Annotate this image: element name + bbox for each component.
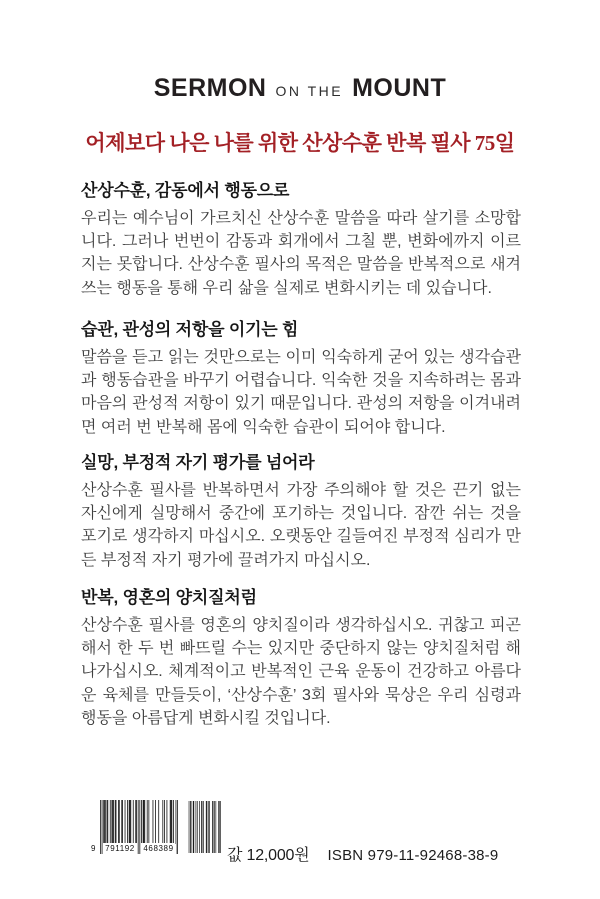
- section-heading: 습관, 관성의 저항을 이기는 힘: [81, 320, 299, 339]
- section-body: 산상수훈 필사를 영혼의 양치질이라 생각하십시오. 귀찮고 피곤해서 한 두 번 빠뜨릴 수는 있지만 중단하지 않는 양치질처럼 해 나가십시오. 체계적이고 반복적인 근육 운동이 건강하고 아름다운 육체를 만들듯이, ‘산상수훈’ 3회 필사와 묵상은 우리 심령과 행동을 아름답게 변화시킬 것입니다.: [81, 617, 521, 727]
- isbn-label: ISBN 979-11-92468-38-9: [327, 847, 499, 864]
- section-body: 산상수훈 필사를 반복하면서 가장 주의해야 할 것은 끈기 없는 자신에게 실망해서 중간에 포기하는 것입니다. 잠깐 쉬는 것을 포기로 생각하지 마십시오. 오랫동안 길들여진 부정적 심리가 만든 부정적 자기 평가에 끌려가지 마십시오.: [81, 482, 521, 569]
- section-repetition: [81, 588, 521, 730]
- section-habit: [81, 320, 521, 439]
- section-body: 우리는 예수님이 가르치신 산상수훈 말씀을 따라 살기를 소망합니다. 그러나 번번이 감동과 회개에서 그칠 뿐, 변화에까지 이르지는 못합니다. 산상수훈 필사의 목적은 말씀을 반복적으로 새겨 쓰는 행동을 통해 우리 삶을 실제로 변화시키는 데 있습니다.: [81, 210, 521, 297]
- title-on-the: ON THE: [275, 83, 344, 99]
- barcode-left-digits: 791192: [103, 844, 137, 854]
- section-disappointment: [81, 453, 521, 572]
- barcode-first-digit: 9: [91, 844, 96, 853]
- section-heading: 실망, 부정적 자기 평가를 넘어라: [81, 453, 315, 472]
- price-label: 값 12,000원: [227, 847, 310, 864]
- section-body: 말씀을 듣고 읽는 것만으로는 이미 익숙하게 굳어 있는 생각습관과 행동습관을 바꾸기 어렵습니다. 익숙한 것을 지속하려는 몸과 마음의 관성적 저항이 있기 때문입니다. 관성의 저항을 이겨내려면 여러 번 반복해 몸에 익숙한 습관이 되어야 합니다.: [81, 349, 521, 436]
- title-word-sermon: SERMON: [153, 74, 267, 102]
- barcode-right-digits: 468389: [141, 844, 176, 854]
- section-heading: 반복, 영혼의 양치질처럼: [81, 588, 257, 607]
- ean13-barcode: [91, 800, 178, 854]
- section-action: [81, 181, 521, 300]
- price-isbn-row: [227, 842, 498, 865]
- section-heading: 산상수훈, 감동에서 행동으로: [81, 181, 290, 200]
- price-addon-barcode: [188, 801, 221, 853]
- title-word-mount: MOUNT: [352, 74, 447, 102]
- tagline: 어제보다 나은 나를 위한 산상수훈 반복 필사 75일: [85, 131, 515, 155]
- book-title: [0, 74, 600, 103]
